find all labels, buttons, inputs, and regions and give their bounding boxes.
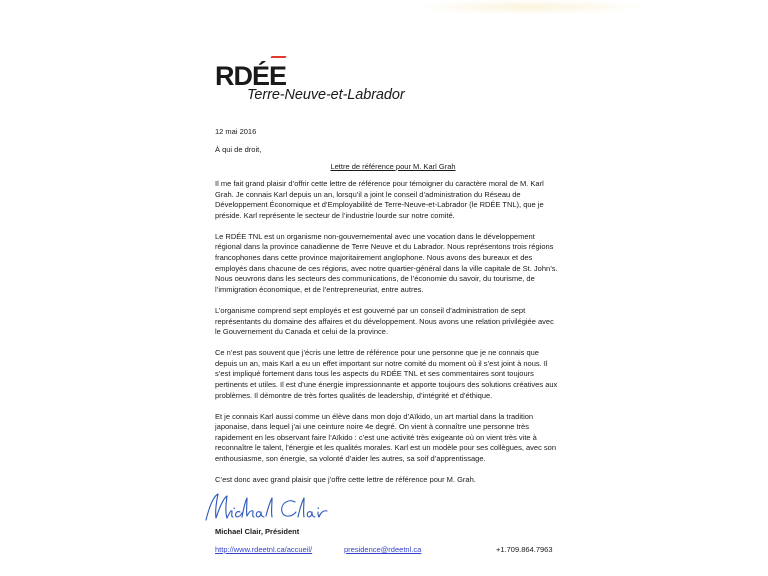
signer-name: Michael Clair, Président bbox=[215, 527, 300, 536]
logo-text: RDÉE bbox=[215, 61, 287, 91]
paragraph-organization: Le RDÉE TNL est un organisme non-gouvernemental avec une vocation dans le développement régional dans la province canadienne de Terre Neuve et du Labrador. Nous représentons trois régions francophones dans cette province majoritairement anglophone. Nous avons des bureaux et des employés dans chacune de ces régions, avec notre quartier-général dans la ville capitale de St. John’s. Nous oeuvrons dans les secteurs des communications, de l’économie du savoir, du tourisme, de l’immigration économique, et de l’entrepreneuriat, entre autres. bbox=[215, 231, 558, 294]
letter-body bbox=[215, 179, 560, 496]
letter-date: 12 mai 2016 bbox=[215, 127, 257, 136]
paragraph-closing: C’est donc avec grand plaisir que j’offre cette lettre de référence pour M. Grah. bbox=[215, 475, 476, 485]
logo-subtitle: Terre-Neuve-et-Labrador bbox=[247, 87, 405, 103]
paragraph-impact: Ce n’est pas souvent que j’écris une lettre de référence pour une personne que je ne connais que depuis un an, mais Karl a eu un effet important sur notre comité du moment où il s’est joint à nous. Il s’est impliqué fortement dans tous les aspects du RDÉE TNL et ses commentaires sont toujours pertinents et utiles. Il est d’une énergie impressionnante et apporte toujours des solutions créatives aux problèmes. Il démontre de très fortes qualités de leadership, d’intégrité et d’éthique. bbox=[215, 348, 558, 400]
scan-light-spot bbox=[420, 0, 640, 14]
paragraph-aikido: Et je connais Karl aussi comme un élève dans mon dojo d’Aïkido, un art martial dans la tradition japonaise, dans lequel j’ai une ceinture noire 4e degré. On vient à connaître une personne très rapidement en les observant faire l’Aïkido : c’est une activité très exigeante où on vient très vite à reconnaître le talent, l’énergie et les qualités morales. Karl est un modèle pour ses collègues, avec son enthousiasme, son énergie, sa volonté d’aider les autres, sa soif d’apprentissage. bbox=[215, 411, 557, 464]
email-link[interactable]: presidence@rdeetnl.ca bbox=[344, 545, 422, 554]
rdee-logo bbox=[215, 61, 405, 103]
salutation: À qui de droit, bbox=[215, 145, 262, 154]
handwritten-signature bbox=[200, 490, 340, 524]
paragraph-governance: L’organisme comprend sept employés et est gouverné par un conseil d’administration de sept représentants du domaine des affaires et du développement. Nous avons une relation privilégiée avec le Gouvernement du Canada et celui de la province. bbox=[215, 305, 554, 337]
phone-number: +1.709.864.7963 bbox=[496, 545, 553, 554]
website-link[interactable]: http://www.rdeetnl.ca/accueil/ bbox=[215, 545, 313, 554]
paragraph-intro: Il me fait grand plaisir d’offrir cette lettre de référence pour témoigner du caractère moral de M. Karl Grah. Je connais Karl depuis un an, lorsqu’il a joint le conseil d’administration du Réseau de Développement Économique et d’Employabilité de Terre-Neuve-et-Labrador (le RDÉE TNL), que je préside. Karl représente le secteur de l’industrie lourde sur notre comité. bbox=[215, 179, 544, 220]
letter-subject: Lettre de référence pour M. Karl Grah bbox=[330, 162, 456, 171]
